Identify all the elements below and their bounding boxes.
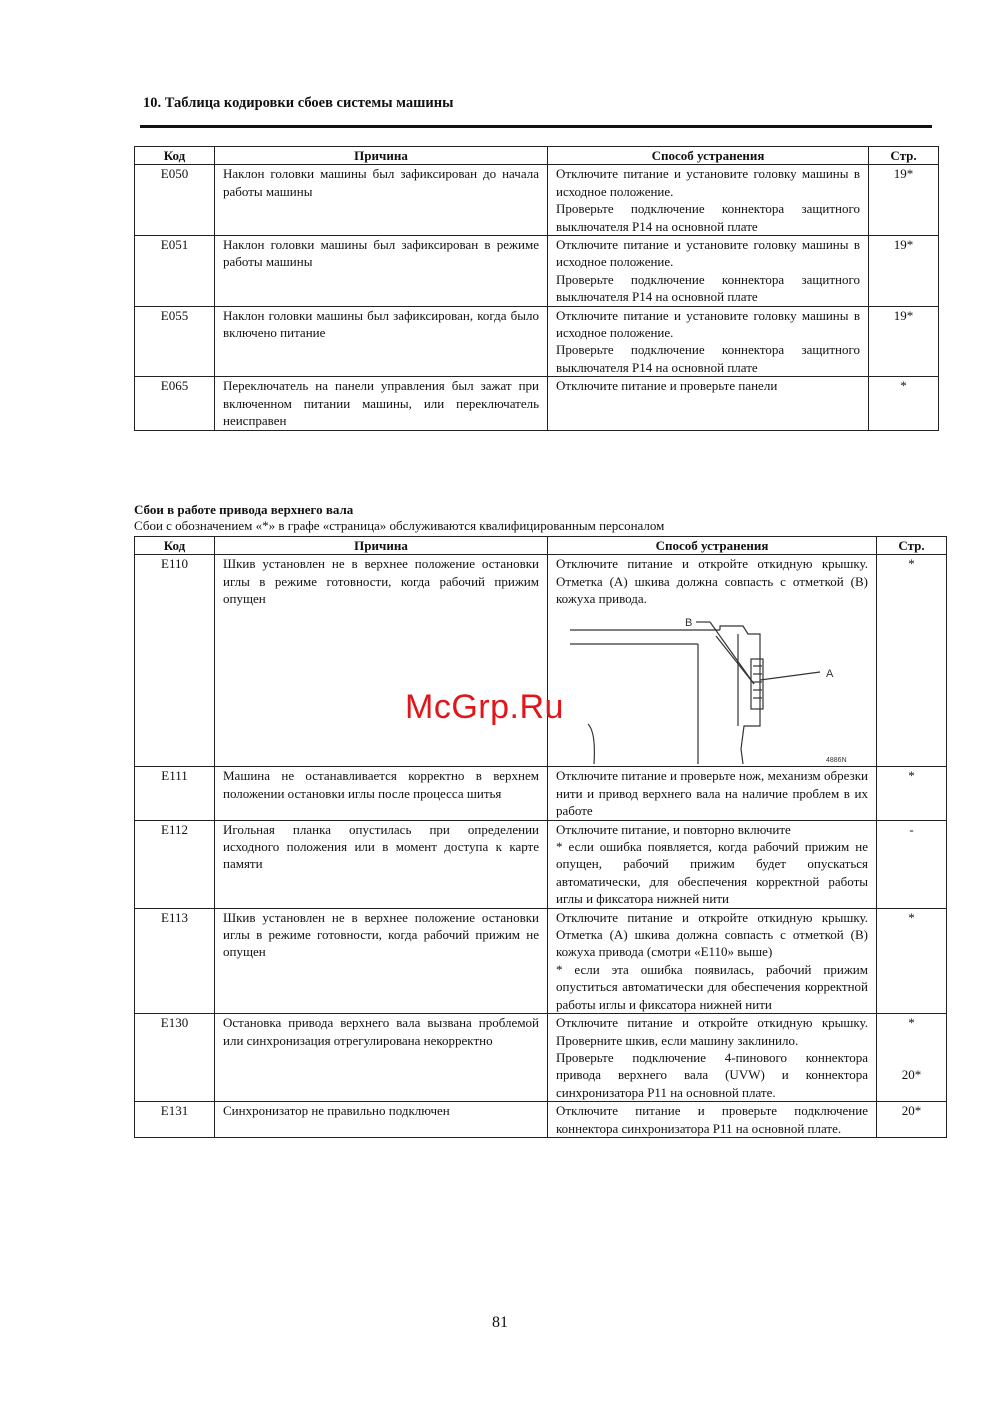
header-cause: Причина	[215, 537, 548, 555]
error-code: E055	[135, 306, 215, 377]
error-code: E110	[135, 555, 215, 767]
error-fix	[548, 767, 877, 820]
table-row	[135, 908, 947, 1013]
fix-step: Проверьте подключение коннектора защитного выключателя P14 на основной плате	[556, 342, 860, 375]
error-code: E111	[135, 767, 215, 820]
error-fix	[548, 1014, 877, 1102]
error-page-ref	[877, 1014, 947, 1102]
fix-step: Отключите питание и проверьте нож, механизм обрезки нити и привод верхнего вала на наличие проблем в их работе	[556, 768, 868, 819]
error-code: E112	[135, 820, 215, 908]
fix-step: Отключите питание и проверьте подключение коннектора синхронизатора P11 на основной плате.	[556, 1103, 868, 1136]
error-fix	[548, 1102, 877, 1138]
error-fix	[548, 555, 877, 767]
error-fix	[548, 306, 869, 377]
fix-step: Отключите питание и установите головку машины в исходное положение.	[556, 166, 860, 199]
error-cause: Остановка привода верхнего вала вызвана проблемой или синхронизация отрегулирована некорректно	[215, 1014, 548, 1102]
error-page-ref: 20*	[877, 1102, 947, 1138]
error-code: E113	[135, 908, 215, 1013]
error-fix	[548, 908, 877, 1013]
table-row	[135, 306, 939, 377]
header-fix: Способ устранения	[548, 537, 877, 555]
error-page-ref: 19*	[869, 165, 939, 236]
error-page-ref: *	[869, 377, 939, 430]
error-page-ref: -	[877, 820, 947, 908]
error-cause: Переключатель на панели управления был зажат при включенном питании машины, или переключатель неисправен	[215, 377, 548, 430]
diagram-label-b: B	[685, 616, 693, 629]
pulley-alignment-diagram	[548, 614, 868, 764]
header-cause: Причина	[215, 147, 548, 165]
error-page-ref: 19*	[869, 306, 939, 377]
table-row	[135, 165, 939, 236]
fix-step: Отключите питание и установите головку машины в исходное положение.	[556, 307, 860, 341]
error-cause: Наклон головки машины был зафиксирован, когда было включено питание	[215, 306, 548, 377]
error-fix	[548, 820, 877, 908]
page-number: 81	[492, 1314, 508, 1331]
error-fix	[548, 377, 869, 430]
error-cause: Машина не останавливается корректно в верхнем положении остановки иглы после процесса шитья	[215, 767, 548, 820]
page-title: 10. Таблица кодировки сбоев системы машины	[143, 95, 454, 111]
page-ref-first: *	[908, 1015, 915, 1031]
header-code: Код	[135, 537, 215, 555]
error-table-system	[134, 146, 939, 431]
table-row	[135, 767, 947, 820]
diagram-label-a: A	[826, 667, 834, 680]
error-code: E130	[135, 1014, 215, 1102]
header-page: Стр.	[877, 537, 947, 555]
header-code: Код	[135, 147, 215, 165]
fix-step: Отключите питание и откройте откидную крышку. Отметка (A) шкива должна совпасть с отметкой (B) кожуха привода.	[556, 556, 868, 607]
error-page-ref: *	[877, 555, 947, 767]
error-code: E065	[135, 377, 215, 430]
error-cause: Наклон головки машины был зафиксирован в режиме работы машины	[215, 236, 548, 307]
error-code: E051	[135, 236, 215, 307]
header-fix: Способ устранения	[548, 147, 869, 165]
diagram-ref: 4886N	[826, 756, 847, 764]
watermark: McGrp.Ru	[405, 688, 564, 726]
error-fix	[548, 165, 869, 236]
fix-step: Проверьте подключение 4-пинового коннектора привода верхнего вала (UVW) и коннектора синхронизатора P11 на основной плате.	[556, 1049, 868, 1100]
error-cause: Наклон головки машины был зафиксирован до начала работы машины	[215, 165, 548, 236]
table-row	[135, 1102, 947, 1138]
fix-step: * если ошибка появляется, когда рабочий прижим не опущен, рабочий прижим будет опускаться автоматически, для обеспечения корректной работы иглы и фиксатора нижней нити	[556, 839, 868, 907]
error-cause: Синхронизатор не правильно подключен	[215, 1102, 548, 1138]
table-header-row	[135, 537, 947, 555]
table-row	[135, 236, 939, 307]
fix-step: Проверьте подключение коннектора защитного выключателя P14 на основной плате	[556, 201, 860, 234]
table-row	[135, 377, 939, 430]
error-code: E131	[135, 1102, 215, 1138]
error-fix	[548, 236, 869, 307]
fix-step: Проверьте подключение коннектора защитного выключателя P14 на основной плате	[556, 271, 860, 305]
page-ref-second: 20*	[901, 1066, 922, 1082]
fix-step: Отключите питание и установите головку машины в исходное положение.	[556, 237, 860, 270]
error-page-ref: *	[877, 767, 947, 820]
table-row	[135, 555, 947, 767]
header-page: Стр.	[869, 147, 939, 165]
fix-step: Отключите питание, и повторно включите	[556, 821, 791, 837]
error-page-ref: 19*	[869, 236, 939, 307]
error-page-ref: *	[877, 908, 947, 1013]
error-table-upper-shaft	[134, 536, 947, 1138]
fix-step: Отключите питание и проверьте панели	[556, 378, 778, 394]
section-note: Сбои с обозначением «*» в графе «страница» обслуживаются квалифицированным персоналом	[134, 518, 665, 533]
fix-step: * если эта ошибка появилась, рабочий прижим опуститься автоматически для обеспечения корректной работы иглы и фиксатора нижней нити	[556, 961, 868, 1012]
error-code: E050	[135, 165, 215, 236]
error-cause: Шкив установлен не в верхнее положение остановки иглы в режиме готовности, когда рабочий прижим опущен	[215, 555, 548, 767]
table-header-row	[135, 147, 939, 165]
fix-step: Отключите питание и откройте откидную крышку. Проверните шкив, если машину заклинило.	[556, 1015, 868, 1048]
error-cause: Шкив установлен не в верхнее положение остановки иглы в режиме готовности, когда рабочий прижим не опущен	[215, 908, 548, 1013]
fix-step: Отключите питание и откройте откидную крышку. Отметка (A) шкива должна совпасть с отметкой (B) кожуха привода (смотри «E110» выше)	[556, 909, 868, 960]
section-heading: Сбои в работе привода верхнего вала	[134, 502, 354, 517]
table-row	[135, 1014, 947, 1102]
error-cause: Игольная планка опустилась при определении исходного положения или в момент доступа к карте памяти	[215, 820, 548, 908]
title-rule	[140, 125, 932, 128]
table-row	[135, 820, 947, 908]
